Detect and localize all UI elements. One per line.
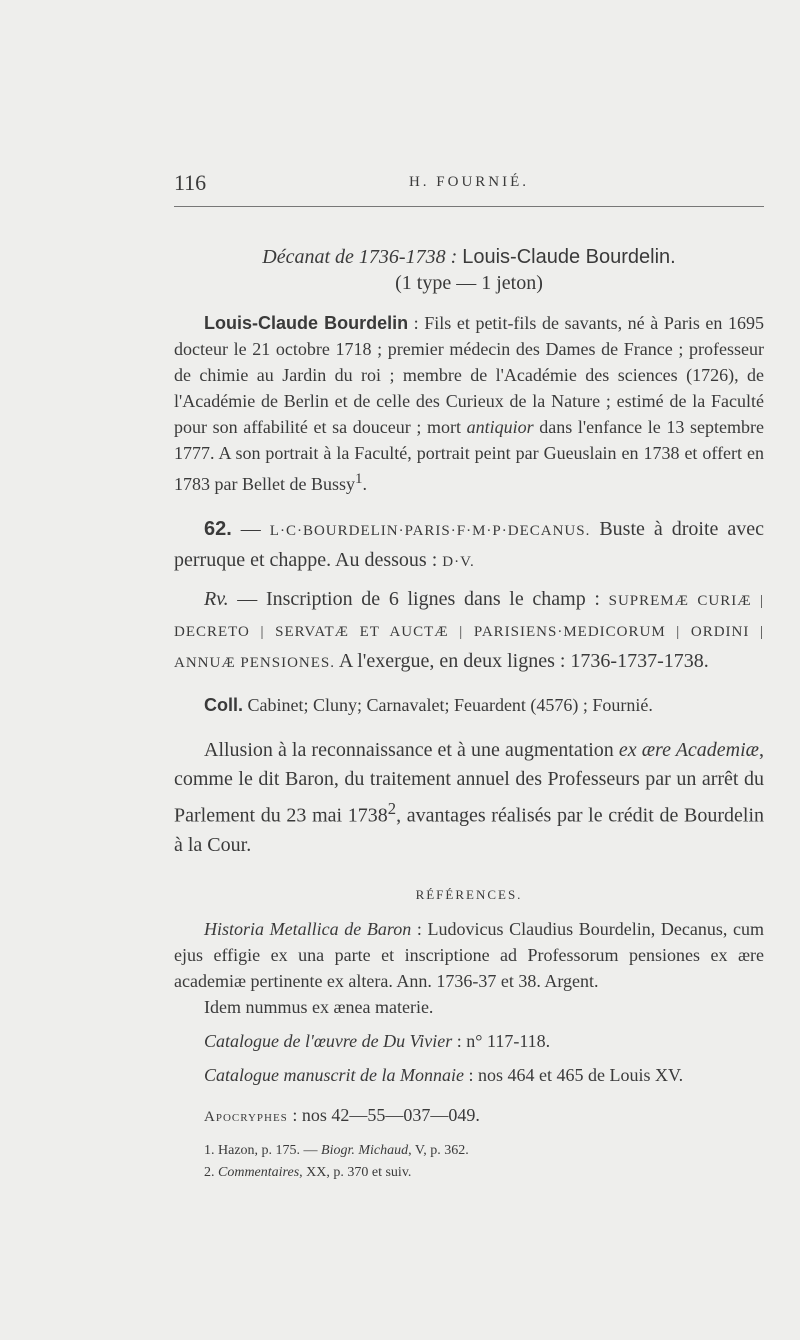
ref-monnaie-text: : nos 464 et 465 de Louis XV. (463, 1064, 684, 1085)
footnote-1-text-2: , V, p. 362. (408, 1142, 469, 1158)
bio-text-1: : Fils et petit-fils de savants, né à Paris en 1695 docteur le 21 octobre 1718 ; premier médecin des Dames de France ; professeur de chimie au Jardin du roi ; membre de l'Académie des sciences (1726), de l'Académie de Berlin et de celle des Curieux de la Nature ; estimé de la Faculté pour son affabilité et sa douceur ; mort (174, 313, 764, 437)
allusion-text-3: , avantages réalisés par le crédit de Bourdelin à la Cour. (174, 804, 765, 856)
entry-signature: D·V. (442, 554, 475, 570)
ref-vivier-title: Catalogue de l'œuvre de Du Vivier (204, 1030, 453, 1051)
entry-dash: — (231, 518, 270, 540)
page-content (174, 244, 764, 1184)
apocryphes-label: Apocryphes (204, 1108, 288, 1125)
footnote-ref-1: 1 (354, 471, 363, 487)
bio-text-3: . (362, 474, 367, 494)
section-title-name: Louis-Claude Bourdelin. (462, 246, 676, 268)
coll-text: Cabinet; Cluny; Carnavalet; Feuardent (4576) ; Fournié. (243, 695, 653, 715)
header-rule (174, 206, 764, 207)
allusion-ex-aere: ex ære Academiæ (618, 739, 759, 761)
entry-description: Buste à droite avec perruque et chappe. Au dessous : (174, 518, 765, 571)
ref-vivier-text: : n° 117-118. (452, 1030, 551, 1051)
rv-text: — Inscription de 6 lignes dans le champ : (228, 588, 609, 610)
footnotes (174, 1140, 764, 1184)
allusion-paragraph (174, 736, 764, 860)
allusion-text-2: , comme le dit Baron, du traitement annuel des Professeurs par un arrêt du Parlement du 23 mai 1738 (174, 739, 764, 827)
ref-vivier (174, 1028, 764, 1054)
footnote-1-num: 1. (204, 1142, 215, 1158)
section-title-italic: Décanat de 1736-1738 : (262, 246, 463, 268)
reverse-paragraph (174, 585, 764, 678)
footnote-2 (174, 1162, 764, 1184)
bio-name: Louis-Claude Bourdelin (204, 313, 409, 333)
running-title: H. FOURNIÉ. (408, 174, 530, 190)
entry-number: 62. (204, 518, 232, 540)
rv-exergue: A l'exergue, en deux lignes : 1736-1737-1738. (335, 650, 709, 672)
ref-monnaie (174, 1062, 764, 1088)
ref-historia-text: : Ludovicus Claudius Bourdelin, Decanus, cum ejus effigie ex una parte et inscriptione ad Professorum pensiones ex ære academiæ pertinente ex altera. Ann. 1736-37 et 38. Argent. (174, 918, 765, 991)
ref-monnaie-title: Catalogue manuscrit de la Monnaie (204, 1064, 464, 1085)
biography-paragraph (174, 310, 764, 497)
ref-historia (174, 916, 764, 994)
section-title (174, 244, 764, 270)
footnote-1 (174, 1140, 764, 1162)
ref-historia-title: Historia Metallica de Baron (204, 918, 412, 939)
rv-inscription: SUPREMÆ CURIÆ | DECRETO | SERVATÆ ET AUCTÆ | PARISIENS·MEDICORUM | ORDINI | ANNUÆ PENSIONES. (174, 593, 764, 671)
page-number: 116 (174, 170, 207, 195)
footnote-2-text-2: , XX, p. 370 et suiv. (299, 1164, 412, 1180)
footnote-2-italic: Commentaires (218, 1164, 300, 1180)
entry-62 (174, 515, 764, 577)
ref-idem: Idem nummus ex ænea materie. (204, 996, 434, 1017)
footnote-1-italic: Biogr. Michaud (321, 1142, 409, 1158)
apocryphes-text: : nos 42—55—037—049. (287, 1104, 480, 1125)
rv-label: Rv. (204, 588, 229, 610)
footnote-2-num: 2. (204, 1164, 215, 1180)
footnote-ref-2: 2 (387, 799, 397, 818)
collections-paragraph (174, 692, 764, 718)
ref-apocryphes (174, 1102, 764, 1130)
bio-antiquior: antiquior (466, 417, 534, 437)
footnote-1-text-1: Hazon, p. 175. — (214, 1142, 322, 1158)
coll-label: Coll. (204, 695, 243, 715)
references-title: RÉFÉRENCES. (415, 886, 523, 902)
entry-legend: L·C·BOURDELIN·PARIS·F·M·P·DECANUS. (269, 523, 591, 539)
page-header (174, 170, 764, 200)
bio-text-2: dans l'enfance le 13 septembre 1777. A son portrait à la Faculté, portrait peint par Gueuslain en 1738 et offert en 1783 par Bellet de Bussy (174, 417, 764, 494)
allusion-text-1: Allusion à la reconnaissance et à une augmentation (204, 739, 619, 761)
section-subtitle: (1 type — 1 jeton) (395, 272, 543, 294)
